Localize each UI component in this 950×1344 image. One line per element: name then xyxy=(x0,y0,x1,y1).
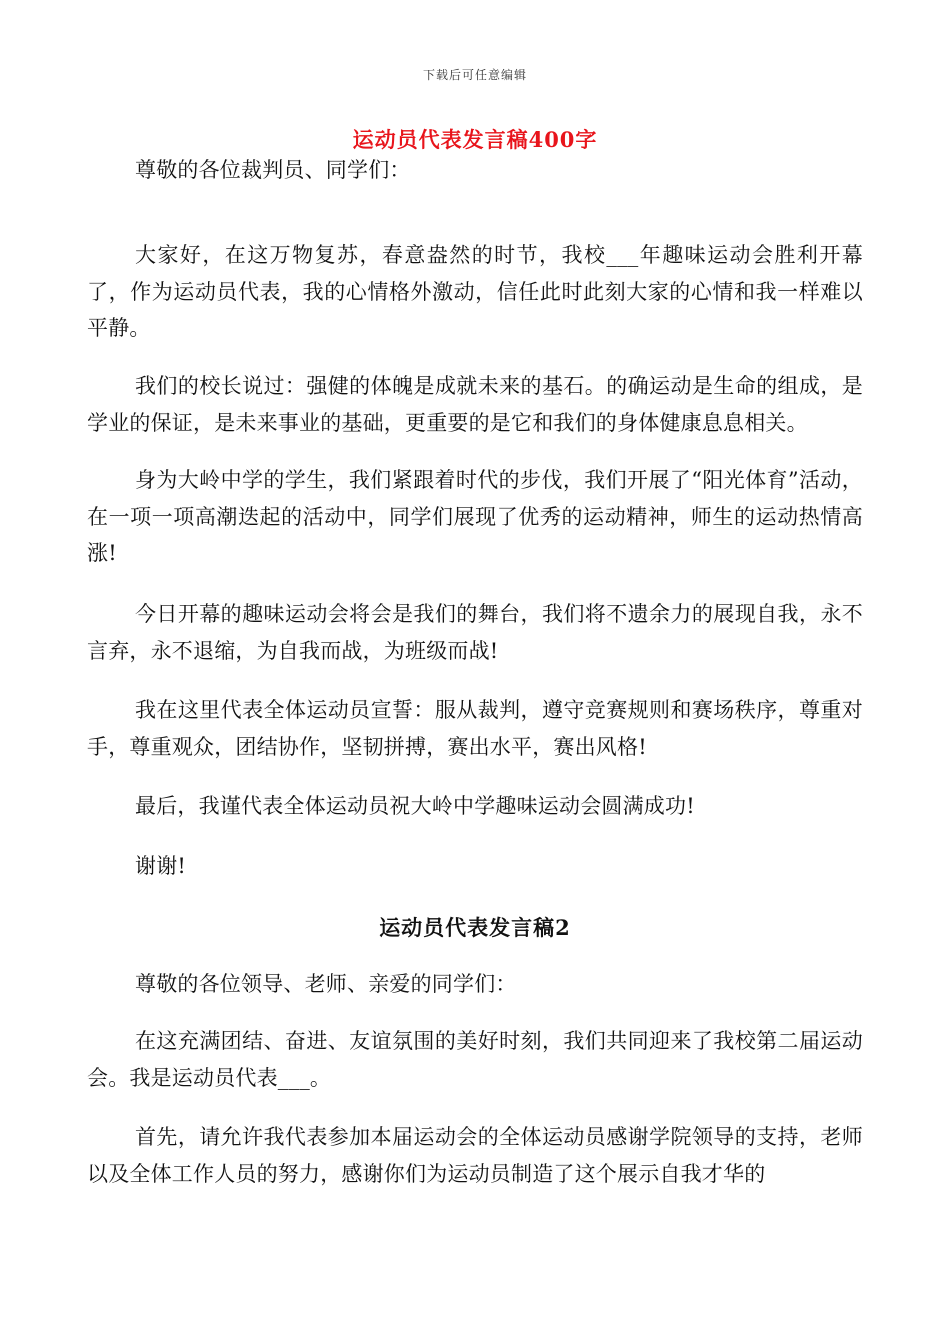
speech1-paragraph-3: 身为大岭中学的学生，我们紧跟着时代的步伐，我们开展了“阳光体育”活动，在一项一项高潮迭起的活动中，同学们展现了优秀的运动精神，师生的运动热情高涨! xyxy=(87,468,863,565)
speech1-paragraph-1: 大家好，在这万物复苏，春意盎然的时节，我校___年趣味运动会胜利开幕了，作为运动员代表，我的心情格外激动，信任此时此刻大家的心情和我一样难以平静。 xyxy=(87,243,863,340)
header-note: 下载后可任意编辑 xyxy=(422,68,527,82)
speech2-paragraph-1: 在这充满团结、奋进、友谊氛围的美好时刻，我们共同迎来了我校第二届运动会。我是运动员代表___。 xyxy=(87,1029,863,1090)
speech1-paragraph-4: 今日开幕的趣味运动会将会是我们的舞台，我们将不遗余力的展现自我，永不言弃，永不退缩，为自我而战，为班级而战! xyxy=(87,602,863,663)
speech2-title: 运动员代表发言稿2 xyxy=(379,915,571,940)
speech1-paragraph-6: 最后，我谨代表全体运动员祝大岭中学趣味运动会圆满成功! xyxy=(135,794,695,818)
speech1-title: 运动员代表发言稿400字 xyxy=(352,127,598,152)
speech1-paragraph-2: 我们的校长说过：强健的体魄是成就未来的基石。的确运动是生命的组成，是学业的保证，是未来事业的基础，更重要的是它和我们的身体健康息息相关。 xyxy=(87,374,863,435)
speech1-paragraph-salutation: 尊敬的各位裁判员、同学们： xyxy=(135,158,411,182)
speech2-paragraph-2: 首先，请允许我代表参加本届运动会的全体运动员感谢学院领导的支持，老师以及全体工作人员的努力，感谢你们为运动员制造了这个展示自我才华的 xyxy=(87,1125,863,1186)
speech1-paragraph-5: 我在这里代表全体运动员宣誓：服从裁判，遵守竞赛规则和赛场秩序，尊重对手，尊重观众，团结协作，坚韧拼搏，赛出水平，赛出风格! xyxy=(87,698,863,759)
speech1-paragraph-thanks: 谢谢! xyxy=(135,854,187,878)
speech2-paragraph-salutation: 尊敬的各位领导、老师、亲爱的同学们： xyxy=(135,972,517,996)
